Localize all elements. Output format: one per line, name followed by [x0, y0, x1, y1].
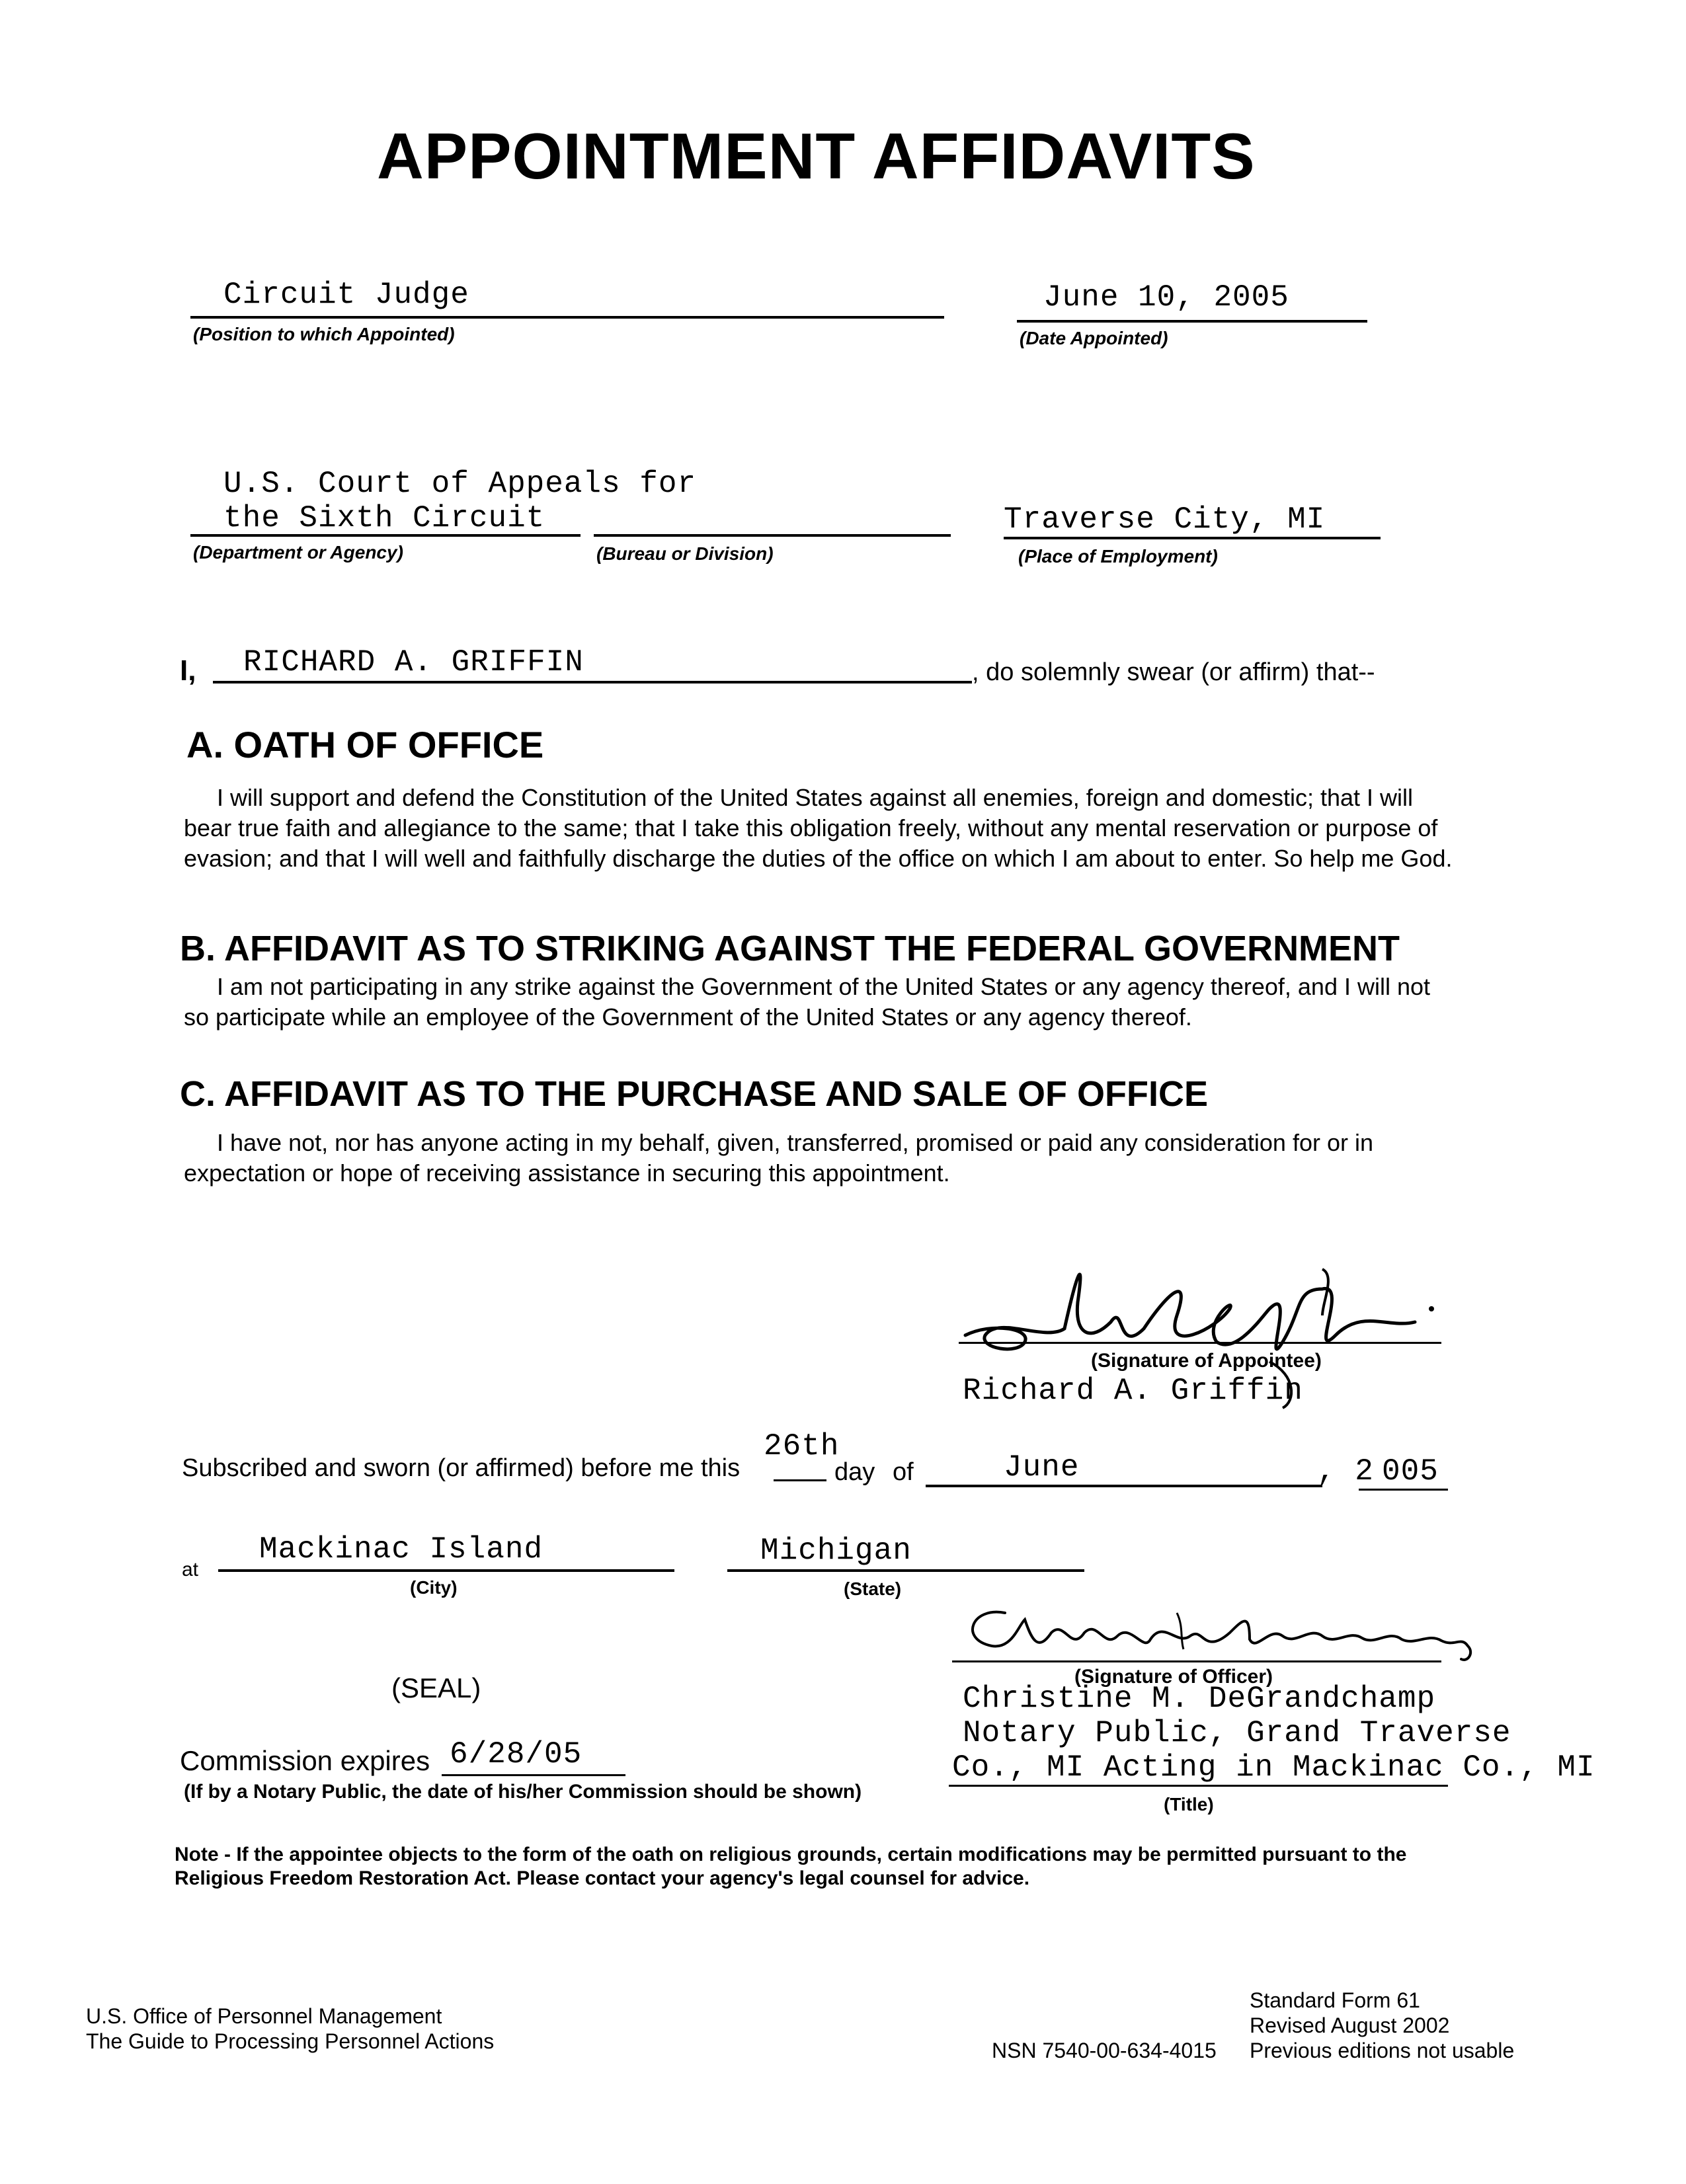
commission-line	[442, 1774, 625, 1776]
commission-label: Commission expires	[180, 1745, 430, 1776]
commission-value: 6/28/05	[450, 1737, 582, 1772]
section-b-text: I am not participating in any strike against the Government of the United States or any agency thereof, and I will not so participate while an employee of the Government of the United States or any agency thereof.	[184, 973, 1431, 1031]
footer-nsn: NSN 7540-00-634-4015	[992, 2039, 1217, 2062]
position-line	[190, 316, 944, 319]
officer-signature-caption: (Signature of Officer)	[1074, 1666, 1273, 1688]
place-value: Traverse City, MI	[1004, 502, 1326, 537]
sworn-month-line	[926, 1485, 1322, 1487]
sworn-year-line	[1359, 1489, 1448, 1491]
department-line	[190, 534, 581, 537]
page-title: APPOINTMENT AFFIDAVITS	[377, 120, 1256, 192]
bureau-caption: (Bureau or Division)	[596, 543, 774, 564]
department-line1: U.S. Court of Appeals for	[223, 467, 697, 501]
officer-title-line2: Co., MI Acting in Mackinac Co., MI	[952, 1750, 1595, 1785]
footer-previous-editions: Previous editions not usable	[1250, 2039, 1515, 2062]
religious-note: Note - If the appointee objects to the form of the oath on religious grounds, certain modifications may be permitted pursuant to the Religious Freedom Restoration Act. Please contact your agency's legal counsel for advice.	[175, 1844, 1407, 1889]
date-appointed-line	[1017, 320, 1367, 323]
section-b-heading: B. AFFIDAVIT AS TO STRIKING AGAINST THE FEDERAL GOVERNMENT	[180, 929, 1400, 968]
footer-revised: Revised August 2002	[1250, 2013, 1450, 2037]
footer-left-line1: U.S. Office of Personnel Management	[86, 2004, 442, 2028]
department-caption: (Department or Agency)	[193, 542, 403, 563]
oath-prefix: I,	[180, 654, 196, 687]
sworn-day: 26th	[764, 1429, 840, 1463]
sworn-day-line	[774, 1479, 826, 1481]
officer-title-line1: Notary Public, Grand Traverse	[963, 1716, 1511, 1750]
officer-name: Christine M. DeGrandchamp	[963, 1682, 1436, 1716]
officer-signature-line	[952, 1660, 1441, 1662]
seal-label: (SEAL)	[391, 1672, 481, 1703]
sworn-day-label: day	[834, 1458, 875, 1486]
department-line2: the Sixth Circuit	[223, 501, 545, 535]
city-value: Mackinac Island	[259, 1532, 543, 1567]
position-value: Circuit Judge	[223, 278, 469, 312]
appointee-name: RICHARD A. GRIFFIN	[243, 645, 584, 680]
date-appointed-value: June 10, 2005	[1043, 280, 1289, 315]
appointee-signature-caption: (Signature of Appointee)	[1091, 1350, 1322, 1372]
bureau-line	[594, 534, 951, 537]
commission-note: (If by a Notary Public, the date of his/her Commission should be shown)	[184, 1781, 862, 1803]
officer-title-line	[949, 1785, 1448, 1787]
officer-title-caption: (Title)	[1164, 1794, 1214, 1814]
sworn-prefix: Subscribed and sworn (or affirmed) before me this	[182, 1454, 741, 1482]
footer-left-line2: The Guide to Processing Personnel Actions	[86, 2029, 495, 2053]
state-value: Michigan	[760, 1534, 912, 1568]
appointee-typed-name: Richard A. Griffin	[963, 1374, 1303, 1408]
place-caption: (Place of Employment)	[1018, 546, 1218, 566]
date-appointed-caption: (Date Appointed)	[1020, 328, 1168, 348]
city-line	[218, 1569, 674, 1572]
city-caption: (City)	[410, 1577, 458, 1598]
section-a-text: I will support and defend the Constitution of the United States against all enemies, foreign and domestic; that I will bear true faith and allegiance to the same; that I take this obligation freely, without any mental reservation or purpose of evasion; and that I will well and faithfully discharge the duties of the office on which I am about to enter. So help me God.	[184, 784, 1453, 872]
sworn-of-label: of	[893, 1458, 914, 1486]
footer-form-number: Standard Form 61	[1250, 1988, 1420, 2012]
state-caption: (State)	[844, 1579, 902, 1599]
section-c-heading: C. AFFIDAVIT AS TO THE PURCHASE AND SALE OF OFFICE	[180, 1074, 1209, 1114]
position-caption: (Position to which Appointed)	[193, 324, 455, 344]
sworn-year-prefix: , 2	[1317, 1454, 1374, 1489]
at-label: at	[182, 1559, 199, 1580]
appointee-signature-line	[959, 1342, 1441, 1344]
state-line	[727, 1569, 1084, 1572]
section-a-heading: A. OATH OF OFFICE	[186, 724, 544, 765]
appointee-name-line	[213, 681, 972, 683]
oath-suffix: , do solemnly swear (or affirm) that--	[972, 658, 1375, 686]
sworn-month: June	[1004, 1450, 1080, 1485]
sworn-year: 005	[1382, 1454, 1439, 1489]
section-c-text: I have not, nor has anyone acting in my behalf, given, transferred, promised or paid any consideration for or in expectation or hope of receiving assistance in securing this appointment.	[184, 1129, 1373, 1187]
place-line	[1004, 537, 1381, 539]
